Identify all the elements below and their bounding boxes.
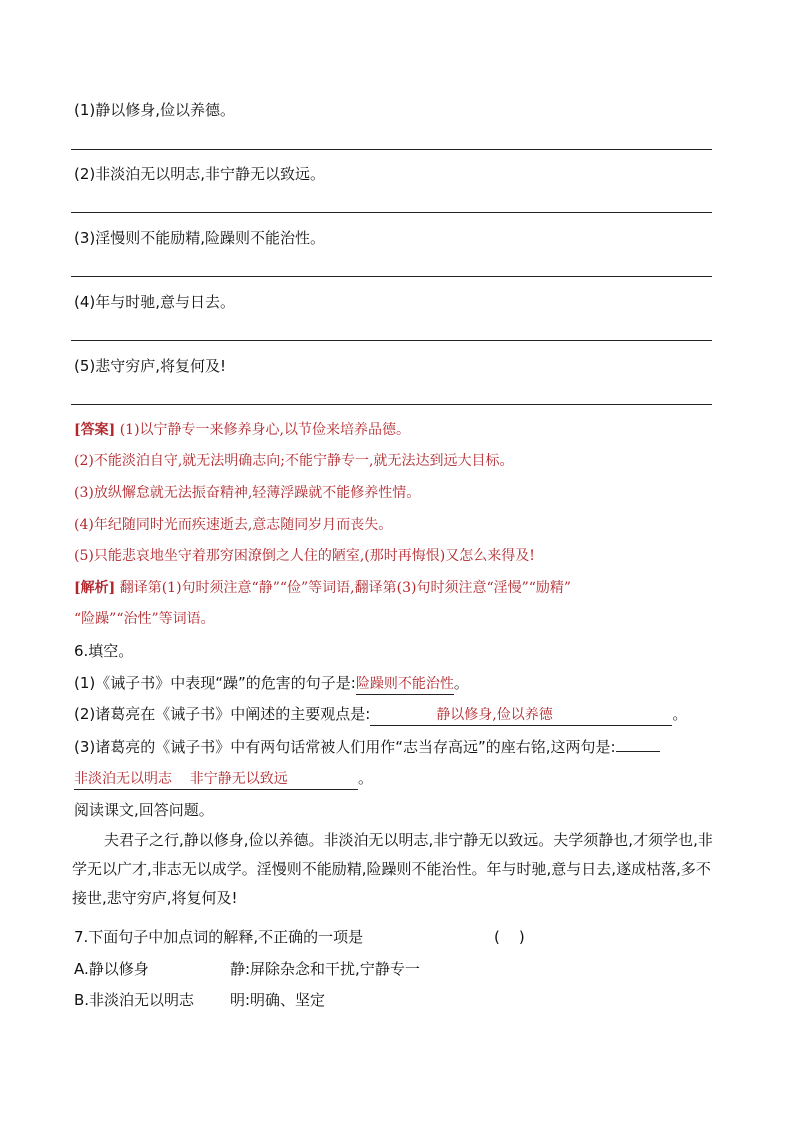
translate-item-2: (2)非淡泊无以明志,非宁静无以致远。 [74,165,326,183]
analysis-label: [解析] [74,580,116,596]
answer-label: [答案] [74,422,116,438]
q6-sub3-line2 [74,768,373,790]
answer-text-1: (1)以宁静专一来修养身心,以节俭来培养品德。 [119,422,410,438]
answer-text-5: (5)只能悲哀地坐守着那穷困潦倒之人住的陋室,(那时再悔恨)又怎么来得及! [74,548,535,564]
reading-instruction: 阅读课文,回答问题。 [74,801,214,819]
q6-sub2-prefix: (2)诸葛亮在《诫子书》中阐述的主要观点是: [74,705,371,723]
q6-sub1 [74,673,469,695]
q6-sub1-answer[interactable]: 险躁则不能治性 [356,674,454,695]
reading-passage: 夫君子之行,静以修身,俭以养德。非淡泊无以明志,非宁静无以致远。夫学须静也,才须学也,非学无以广才,非志无以成学。淫慢则不能励精,险躁则不能治性。年与时驰,意与日去,遂成枯落,多不接世,悲守穷庐,将复何及! [72,831,713,907]
analysis-text-1: 翻译第(1)句时须注意“静”“俭”等词语,翻译第(3)句时须注意“淫慢”“励精” [119,580,572,596]
translate-item-1: (1)静以修身,俭以养德。 [74,101,236,119]
answer-text-3: (3)放纵懈怠就无法振奋精神,轻薄浮躁就不能修养性情。 [74,485,421,501]
analysis-line-1 [74,578,571,598]
answer-text-4: (4)年纪随同时光而疾速逝去,意志随同岁月而丧失。 [74,517,393,533]
answer-line-5[interactable] [71,404,712,405]
answer-line-3[interactable] [71,276,712,277]
q6-sub3-answer[interactable]: 非淡泊无以明志 非宁静无以致远 [74,769,358,790]
answer-line-1[interactable] [71,149,712,150]
q7-title [74,927,363,947]
answer-line-2[interactable] [71,212,712,213]
answer-line-block-1 [74,420,410,440]
q6-sub3-prefix: (3)诸葛亮的《诫子书》中有两句话常被人们用作“志当存高远”的座右铭,这两句是: [74,738,616,756]
q7-option-b-sentence[interactable]: B.非淡泊无以明志 [74,991,195,1009]
q6-sub3 [74,737,660,757]
analysis-text-2: “险躁”“治性”等词语。 [74,611,215,627]
translate-item-4: (4)年与时驰,意与日去。 [74,293,236,311]
answer-line-4[interactable] [71,340,712,341]
q7-option-b-explain: 明:明确、坚定 [230,991,326,1009]
translate-item-5: (5)悲守穷庐,将复何及! [74,357,227,375]
q6-sub1-prefix: (1)《诫子书》中表现“躁”的危害的句子是: [74,674,356,692]
translate-item-3: (3)淫慢则不能励精,险躁则不能治性。 [74,229,326,247]
q7-title-text: 7.下面句子中加点词的解释,不正确的一项是 [74,928,364,946]
q6-sub2-suffix: 。 [672,705,688,723]
q6-sub3-suffix: 。 [358,769,374,787]
q6-sub2-answer[interactable]: 静以修身,俭以养德 [370,705,672,726]
q7-option-a-sentence[interactable]: A.静以修身 [74,960,149,978]
q6-title: 6.填空。 [74,642,134,660]
q6-sub3-blank[interactable] [616,737,660,752]
q6-sub2 [74,704,687,726]
q7-answer-bracket[interactable]: ( ) [494,928,525,946]
q6-sub1-suffix: 。 [453,674,469,692]
q7-option-a-explain: 静:屏除杂念和干扰,宁静专一 [230,960,420,978]
answer-text-2: (2)不能淡泊自守,就无法明确志向;不能宁静专一,就无法达到远大目标。 [74,453,514,469]
